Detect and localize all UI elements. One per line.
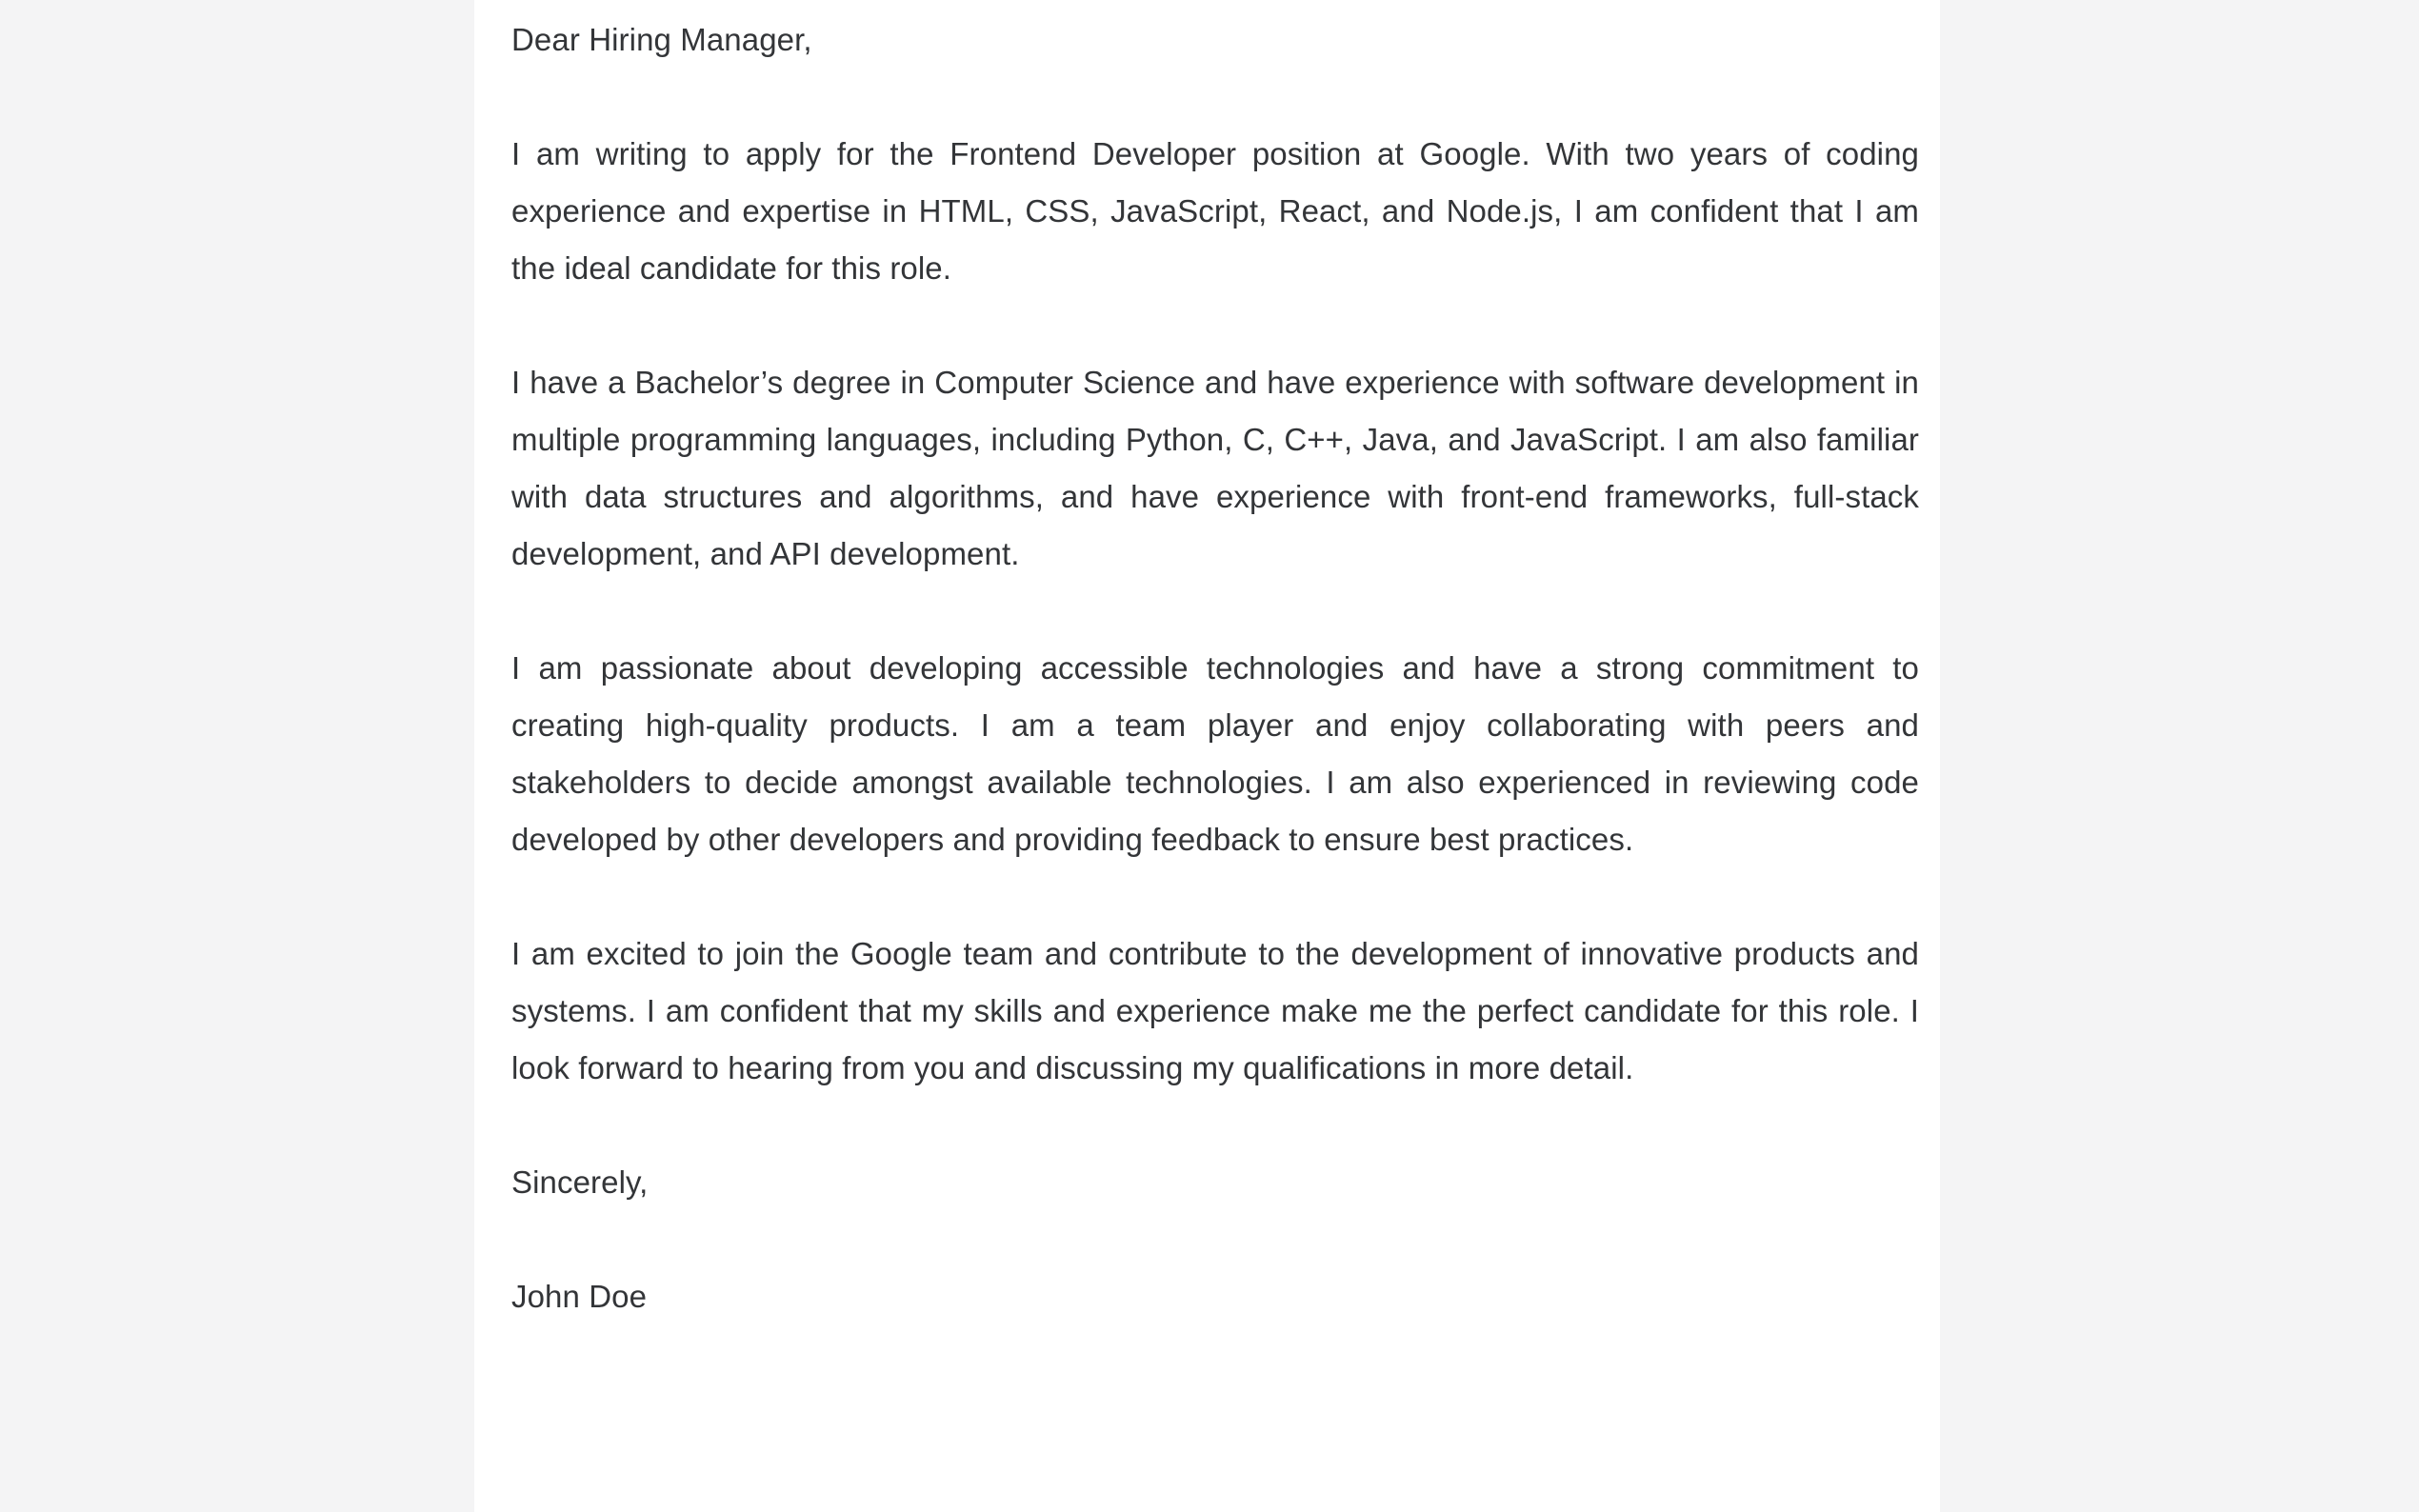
paragraph-spacer <box>511 69 1919 126</box>
paragraph-spacer <box>511 1211 1919 1268</box>
document-sheet <box>474 0 1940 1512</box>
cover-letter-body[interactable] <box>511 0 1919 1512</box>
letter-salutation: Dear Hiring Manager, <box>511 22 812 57</box>
letter-closing: Sincerely, <box>511 1164 649 1200</box>
paragraph-spacer <box>511 583 1919 640</box>
letter-paragraph-closing-statement: I am excited to join the Google team and contribute to the development of innovative products and systems. I am confident that my skills and experience make me the perfect candidate for this role. I look forward to hearing from you and discussing my qualifications in more detail. <box>511 936 1919 1085</box>
letter-paragraph-education: I have a Bachelor’s degree in Computer Science and have experience with software development in multiple programming languages, including Python, C, C++, Java, and JavaScript. I am also familiar with data structures and algorithms, and have experience with front-end frameworks, full-stack development, and API development. <box>511 365 1919 571</box>
paragraph-spacer <box>511 297 1919 354</box>
paragraph-spacer <box>511 1097 1919 1154</box>
letter-paragraph-intro: I am writing to apply for the Frontend Developer position at Google. With two years of coding experience and expertise in HTML, CSS, JavaScript, React, and Node.js, I am confident that I am the ideal candidate for this role. <box>511 136 1919 286</box>
letter-paragraph-values: I am passionate about developing accessible technologies and have a strong commitment to creating high-quality products. I am a team player and enjoy collaborating with peers and stakeholders to decide amongst available technologies. I am also experienced in reviewing code developed by other developers and providing feedback to ensure best practices. <box>511 650 1919 857</box>
paragraph-spacer <box>511 868 1919 925</box>
letter-signature-name: John Doe <box>511 1279 648 1314</box>
